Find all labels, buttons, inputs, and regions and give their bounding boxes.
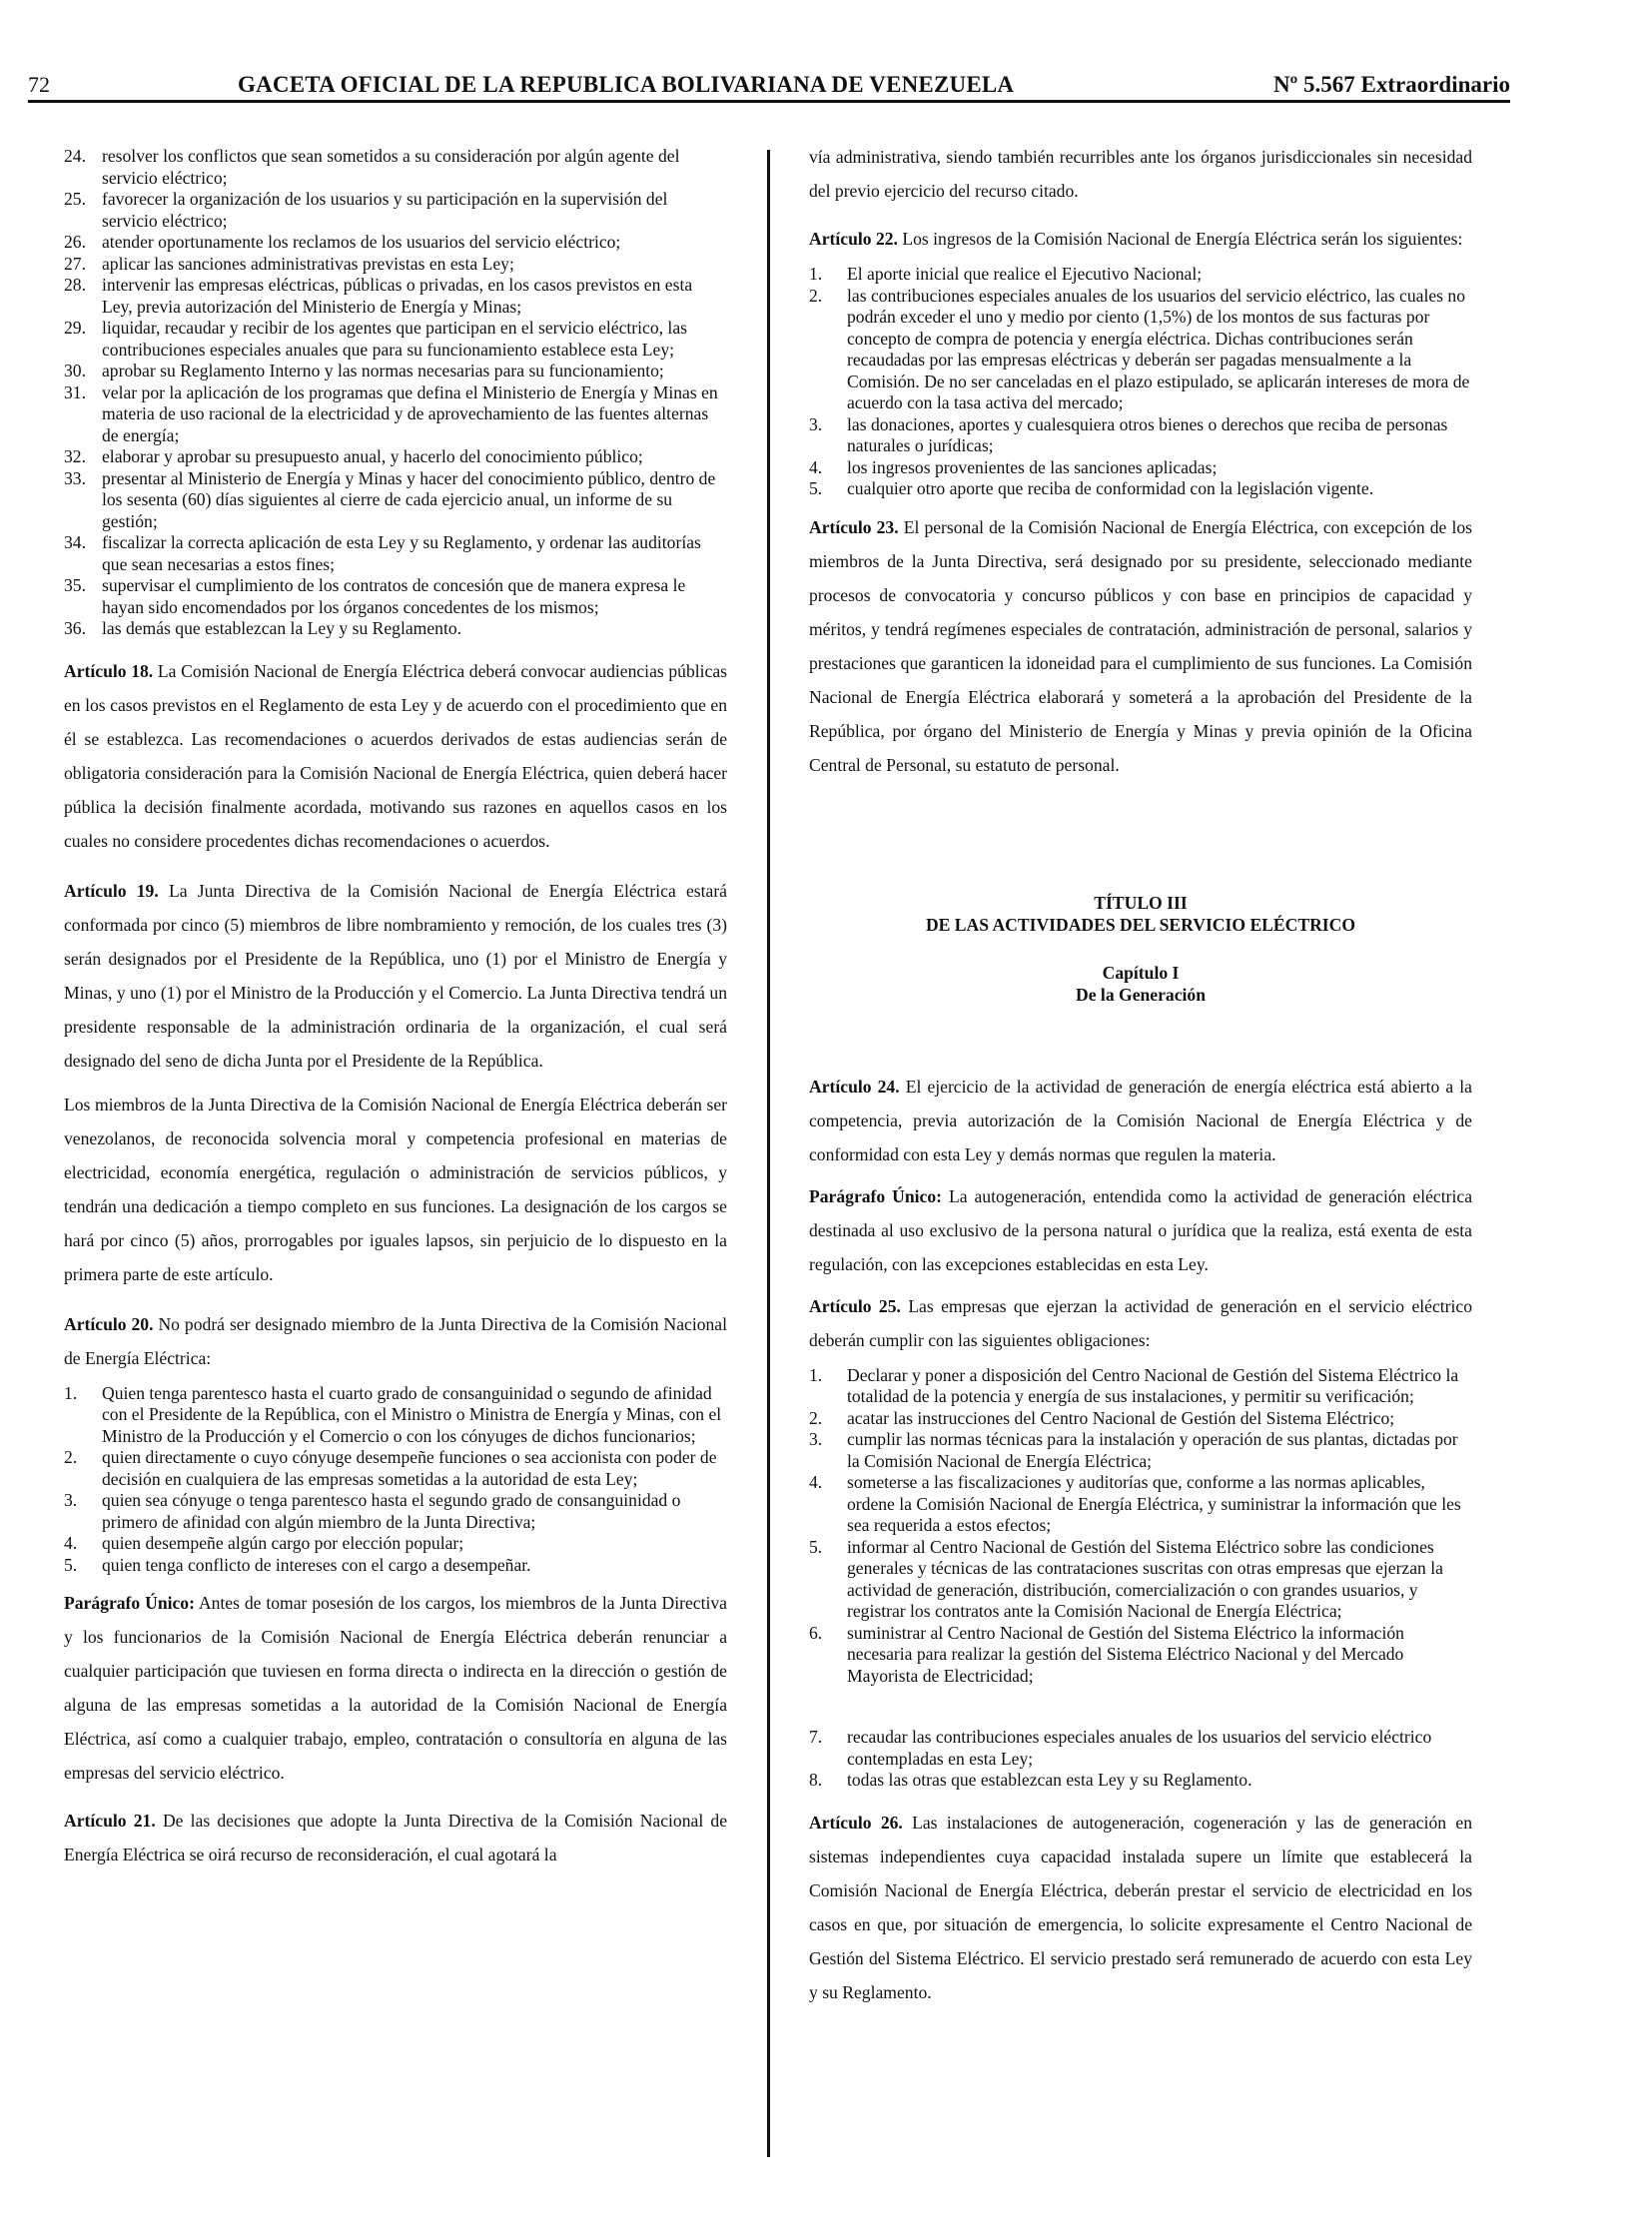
- item-number: 25.: [64, 189, 86, 209]
- list-item: [64, 618, 727, 640]
- header-rule: [28, 100, 1510, 103]
- item-number: 4.: [809, 1472, 823, 1492]
- item-number: 2.: [809, 1407, 823, 1428]
- item-number: 30.: [64, 361, 86, 380]
- list-item: [64, 1383, 727, 1448]
- list-item: [64, 254, 727, 276]
- article-text: La Comisión Nacional de Energía Eléctrica deberá convocar audiencias públicas en los casos previstos en el Reglamento de esta Ley y de acuerdo con el procedimiento que en él se establezca. Las recomendaciones o acuerdos derivados de estas audiencias serán de obligatoria consideración para la Comisión Nacional de Energía Eléctrica, quien deberá hacer pública la decisión finalmente acordada, motivando sus razones en aquellos casos en los cuales no considere procedentes dichas recomendaciones o acuerdos.: [64, 660, 728, 851]
- item-text: supervisar el cumplimiento de los contratos de concesión que de manera expresa le hayan sido encomendados por los órganos concedentes de los mismos;: [102, 575, 686, 617]
- item-text: intervenir las empresas eléctricas, públicas o privadas, en los casos previstos en esta Ley, previa autorización del Ministerio de Energía y Minas;: [102, 275, 693, 317]
- column-divider: [767, 150, 770, 2157]
- list-item: [64, 575, 727, 618]
- item-number: 2.: [64, 1447, 78, 1467]
- article-18: [64, 654, 727, 858]
- item-text: recaudar las contribuciones especiales anuales de los usuarios del servicio eléctrico contempladas en esta Ley;: [847, 1727, 1432, 1769]
- list-item: [809, 457, 1472, 479]
- list-item: [809, 1537, 1472, 1623]
- gazette-title: GACETA OFICIAL DE LA REPUBLICA BOLIVARIANA DE VENEZUELA: [238, 72, 1015, 97]
- item-number: 28.: [64, 275, 86, 295]
- article-text: No podrá ser designado miembro de la Junta Directiva de la Comisión Nacional de Energía Eléctrica:: [64, 1313, 727, 1368]
- item-text: liquidar, recaudar y recibir de los agentes que participan en el servicio eléctrico, las contribuciones especiales anuales que para su funcionamiento establece esta Ley;: [102, 318, 687, 360]
- list-item: [64, 1447, 727, 1490]
- item-number: 3.: [64, 1490, 78, 1510]
- list-item: [64, 468, 727, 533]
- item-number: 8.: [809, 1770, 823, 1790]
- page-number: 72: [28, 72, 50, 97]
- item-number: 1.: [809, 264, 823, 284]
- item-number: 4.: [809, 456, 823, 477]
- article-label: Artículo 22.: [809, 229, 898, 249]
- item-number: 1.: [64, 1382, 78, 1403]
- item-text: cumplir las normas técnicas para la instalación y operación de sus plantas, dictadas por la Comisión Nacional de Energía Eléctrica;: [847, 1429, 1458, 1471]
- article-text: El ejercicio de la actividad de generación de energía eléctrica está abierto a la competencia, previa autorización de la Comisión Nacional de Energía Eléctrica y de conformidad con esta Ley y demás normas que regulen la materia.: [809, 1076, 1472, 1164]
- item-text: cualquier otro aporte que reciba de conformidad con la legislación vigente.: [847, 478, 1374, 498]
- article-21: [64, 1804, 727, 1871]
- item-number: 35.: [64, 575, 86, 595]
- item-number: 5.: [64, 1554, 78, 1575]
- article-label: Artículo 19.: [64, 880, 159, 901]
- item-text: las demás que establezcan la Ley y su Reglamento.: [102, 618, 462, 638]
- item-text: someterse a las fiscalizaciones y auditorías que, conforme a las normas aplicables, ordene la Comisión Nacional de Energía Eléctrica, y suministrar la información que les sea requerida a estos efectos;: [847, 1472, 1461, 1535]
- item-text: las donaciones, aportes y cualesquiera otros bienes o derechos que reciba de personas naturales o jurídicas;: [847, 413, 1448, 455]
- item-text: acatar las instrucciones del Centro Nacional de Gestión del Sistema Eléctrico;: [847, 1407, 1395, 1428]
- article-24: [809, 1070, 1472, 1171]
- issue-number: Nº 5.567 Extraordinario: [1273, 72, 1510, 97]
- item-text: los ingresos provenientes de las sanciones aplicadas;: [847, 456, 1218, 477]
- item-number: 27.: [64, 253, 86, 274]
- item-number: 3.: [809, 1429, 823, 1449]
- item-text: fiscalizar la correcta aplicación de esta Ley y su Reglamento, y ordenar las auditorías que sean necesarias a estos fines;: [102, 532, 701, 574]
- paragraph-text: Antes de tomar posesión de los cargos, los miembros de la Junta Directiva y los funcionarios de la Comisión Nacional de Energía Eléctrica deberán renunciar a cualquier participación que tuviesen en forma directa o indirecta en la dirección o gestión de alguna de las empresas sometidas a la autoridad de la Comisión Nacional de Energía Eléctrica, así como a cualquier trabajo, empleo, contratación o consultoría en alguna de las empresas del servicio eléctrico.: [64, 1593, 727, 1783]
- list-item: [64, 361, 727, 382]
- item-number: 26.: [64, 232, 86, 252]
- item-text: Quien tenga parentesco hasta el cuarto grado de consanguinidad o segundo de afinidad con el Presidente de la República, con el Ministro o Ministra de Energía y Minas, con el Ministro de la Producción y el Comercio o con los cónyuges de dichos funcionarios;: [102, 1382, 722, 1446]
- title-heading: TÍTULO III: [1094, 892, 1188, 913]
- item-number: 6.: [809, 1622, 823, 1643]
- list-item: [64, 1490, 727, 1533]
- item-number: 1.: [809, 1364, 823, 1385]
- article-19-second-paragraph: Los miembros de la Junta Directiva de la Comisión Nacional de Energía Eléctrica deberán ser venezolanos, de reconocida solvencia moral y competencia profesional en materias de electricidad, economía energética, regulación o administración de servicios públicos, y tendrán una dedicación a tiempo completo en sus funciones. La designación de los cargos se hará por cinco (5) años, prorrogables por iguales lapsos, sin perjuicio de lo dispuesto en la primera parte de este artículo.: [64, 1094, 727, 1284]
- article-26: [809, 1806, 1472, 2009]
- article-19: [64, 874, 727, 1078]
- article-22-list: [809, 264, 1472, 500]
- item-text: quien sea cónyuge o tenga parentesco hasta el segundo grado de consanguinidad o primero de afinidad con algún miembro de la Junta Directiva;: [102, 1490, 681, 1532]
- item-number: 24.: [64, 146, 86, 166]
- list-item: [809, 1429, 1472, 1472]
- item-number: 3.: [809, 413, 823, 434]
- article-label: Artículo 24.: [809, 1076, 900, 1097]
- chapter-heading: Capítulo I: [1102, 962, 1180, 983]
- list-item: [809, 478, 1472, 500]
- item-number: 5.: [809, 478, 823, 498]
- article-text: La Junta Directiva de la Comisión Nacional de Energía Eléctrica estará conformada por cinco (5) miembros de libre nombramiento y remoción, de los cuales tres (3) serán designados por el Presidente de la República, uno (1) por el Ministro de Energía y Minas, y uno (1) por el Ministro de la Producción y el Comercio. La Junta Directiva tendrá un presidente responsable de la administración ordinaria de la organización, el cual será designado del seno de dicha Junta por el Presidente de la República.: [64, 880, 727, 1071]
- paragraph-label: Parágrafo Único:: [809, 1185, 943, 1206]
- article-22: [809, 222, 1472, 256]
- article-23: [809, 510, 1472, 782]
- article-label: Artículo 23.: [809, 516, 899, 537]
- list-item: [64, 446, 727, 468]
- item-number: 4.: [64, 1533, 78, 1553]
- list-item: [64, 1555, 727, 1577]
- item-text: favorecer la organización de los usuarios y su participación en la supervisión del servicio eléctrico;: [102, 189, 668, 231]
- item-text: todas las otras que establezcan esta Ley y su Reglamento.: [847, 1770, 1252, 1790]
- list-item: [809, 286, 1472, 414]
- article-20-list: [64, 1383, 727, 1577]
- item-text: aplicar las sanciones administrativas previstas en esta Ley;: [102, 253, 514, 274]
- item-number: 34.: [64, 532, 86, 552]
- list-item: [809, 1472, 1472, 1537]
- item-number: 7.: [809, 1727, 823, 1747]
- list-item: [64, 146, 727, 189]
- list-item: [64, 275, 727, 318]
- article-25-list: [809, 1365, 1472, 1688]
- item-text: quien directamente o cuyo cónyuge desempeñe funciones o sea accionista con poder de decisión en cualquiera de las empresas sometidas a la autoridad de esta Ley;: [102, 1447, 717, 1489]
- title-subheading: DE LAS ACTIVIDADES DEL SERVICIO ELÉCTRICO: [925, 914, 1356, 935]
- item-text: suministrar al Centro Nacional de Gestión del Sistema Eléctrico la información necesaria para realizar la gestión del Sistema Eléctrico Nacional y del Mercado Mayorista de Electricidad;: [847, 1622, 1404, 1686]
- item-number: 33.: [64, 467, 86, 488]
- article-label: Artículo 21.: [64, 1811, 156, 1831]
- item-text: resolver los conflictos que sean sometidos a su consideración por algún agente del servicio eléctrico;: [102, 146, 680, 188]
- chapter-subheading: De la Generación: [1076, 984, 1206, 1005]
- item-text: presentar al Ministerio de Energía y Minas y hacer del conocimiento público, dentro de los sesenta (60) días siguientes al cierre de cada ejercicio anual, un informe de su gestión;: [102, 467, 716, 531]
- item-text: informar al Centro Nacional de Gestión del Sistema Eléctrico sobre las condiciones generales y técnicas de las contrataciones suscritas con otras empresas que ejerzan la actividad de generación, distribución, comercialización o con grandes usuarios, y registrar los contratos ante la Comisión Nacional de Energía Eléctrica;: [847, 1536, 1443, 1621]
- article-label: Artículo 26.: [809, 1812, 903, 1833]
- item-number: 5.: [809, 1536, 823, 1557]
- item-number: 36.: [64, 618, 86, 638]
- list-item: [64, 1533, 727, 1555]
- article-label: Artículo 20.: [64, 1313, 154, 1334]
- list-item: [809, 264, 1472, 286]
- page-header: [28, 72, 1510, 102]
- item-text: elaborar y aprobar su presupuesto anual, y hacerlo del conocimiento público;: [102, 446, 643, 466]
- article-text: El personal de la Comisión Nacional de Energía Eléctrica, con excepción de los miembros de la Junta Directiva, será designado por su presidente, seleccionado mediante procesos de convocatoria y concurso públicos y con base en principios de capacidad y méritos, y tendrá regímenes especiales de contratación, administración de personal, salarios y prestaciones que garanticen la idoneidad para el cumplimiento de sus funciones. La Comisión Nacional de Energía Eléctrica elaborará y someterá a la aprobación del Presidente de la República, por órgano del Ministerio de Energía y Minas y previa opinión de la Oficina Central de Personal, su estatuto de personal.: [809, 516, 1472, 775]
- article-text: Los ingresos de la Comisión Nacional de Energía Eléctrica serán los siguientes:: [902, 229, 1463, 249]
- item-text: las contribuciones especiales anuales de los usuarios del servicio eléctrico, las cuales no podrán exceder el uno y medio por ciento (1,5%) de los montos de sus facturas por concepto de compra de potencia y energía eléctrica. Dichas contribuciones serán recaudadas por las empresas eléctricas y deberán ser pagadas mensualmente a la Comisión. De no ser canceladas en el plazo estipulado, se aplicarán intereses de mora de acuerdo con la tasa activa del mercado;: [847, 285, 1470, 412]
- item-text: Declarar y poner a disposición del Centro Nacional de Gestión del Sistema Eléctrico la totalidad de la potencia y energía de sus instalaciones, y permitir su verificación;: [847, 1364, 1459, 1406]
- list-item: [809, 1365, 1472, 1408]
- article-text: Las instalaciones de autogeneración, cogeneración y las de generación en sistemas independientes cuya capacidad instalada supere un límite que establecerá la Comisión Nacional de Energía Eléctrica, deberán prestar el servicio de electricidad en los casos en que, por situación de emergencia, lo solicite expresamente el Centro Nacional de Gestión del Sistema Eléctrico. El servicio prestado será remunerado de acuerdo con esta Ley y su Reglamento.: [809, 1812, 1472, 2002]
- article-label: Artículo 25.: [809, 1295, 901, 1316]
- item-text: El aporte inicial que realice el Ejecutivo Nacional;: [847, 264, 1203, 284]
- list-item: [809, 1727, 1472, 1770]
- item-text: velar por la aplicación de los programas que defina el Ministerio de Energía y Minas en materia de uso racional de la electricidad y de aprovechamiento de las fuentes alternas de energía;: [102, 381, 718, 445]
- list-item: [64, 382, 727, 447]
- left-column: [64, 146, 727, 1871]
- article-20: [64, 1307, 727, 1375]
- article-20-paragraph: [64, 1586, 727, 1790]
- list-item: [64, 318, 727, 361]
- article-21-continuation: vía administrativa, siendo también recurribles ante los órganos jurisdiccionales sin necesidad del previo ejercicio del recurso citado.: [809, 147, 1472, 201]
- item-text: aprobar su Reglamento Interno y las normas necesarias para su funcionamiento;: [102, 361, 664, 380]
- item-text: atender oportunamente los reclamos de los usuarios del servicio eléctrico;: [102, 232, 621, 252]
- item-number: 2.: [809, 285, 823, 306]
- article-label: Artículo 18.: [64, 660, 154, 681]
- article-25: [809, 1289, 1472, 1357]
- right-column: [809, 140, 1472, 2009]
- item-number: 32.: [64, 446, 86, 466]
- item-number: 29.: [64, 318, 86, 338]
- item-number: 31.: [64, 381, 86, 402]
- list-item: [809, 1623, 1472, 1688]
- paragraph-text: La autogeneración, entendida como la actividad de generación eléctrica destinada al uso exclusivo de la persona natural o jurídica que la realiza, está exenta de esta regulación, con las excepciones establecidas en esta Ley.: [809, 1185, 1472, 1274]
- article-text: Las empresas que ejerzan la actividad de generación en el servicio eléctrico deberán cumplir con las siguientes obligaciones:: [809, 1295, 1473, 1350]
- list-item: [809, 1770, 1472, 1792]
- list-item: [64, 189, 727, 232]
- functions-list: [64, 146, 727, 640]
- list-item: [64, 232, 727, 254]
- item-text: quien desempeñe algún cargo por elección popular;: [102, 1533, 464, 1553]
- article-text: De las decisiones que adopte la Junta Directiva de la Comisión Nacional de Energía Eléctrica se oirá recurso de reconsideración, el cual agotará la: [64, 1811, 728, 1864]
- list-item: [809, 1408, 1472, 1430]
- list-item: [809, 414, 1472, 457]
- item-text: quien tenga conflicto de intereses con el cargo a desempeñar.: [102, 1554, 531, 1575]
- article-25-list-continued: [809, 1727, 1472, 1792]
- list-item: [64, 532, 727, 575]
- paragraph-label: Parágrafo Único:: [64, 1593, 195, 1613]
- article-24-paragraph: [809, 1179, 1472, 1281]
